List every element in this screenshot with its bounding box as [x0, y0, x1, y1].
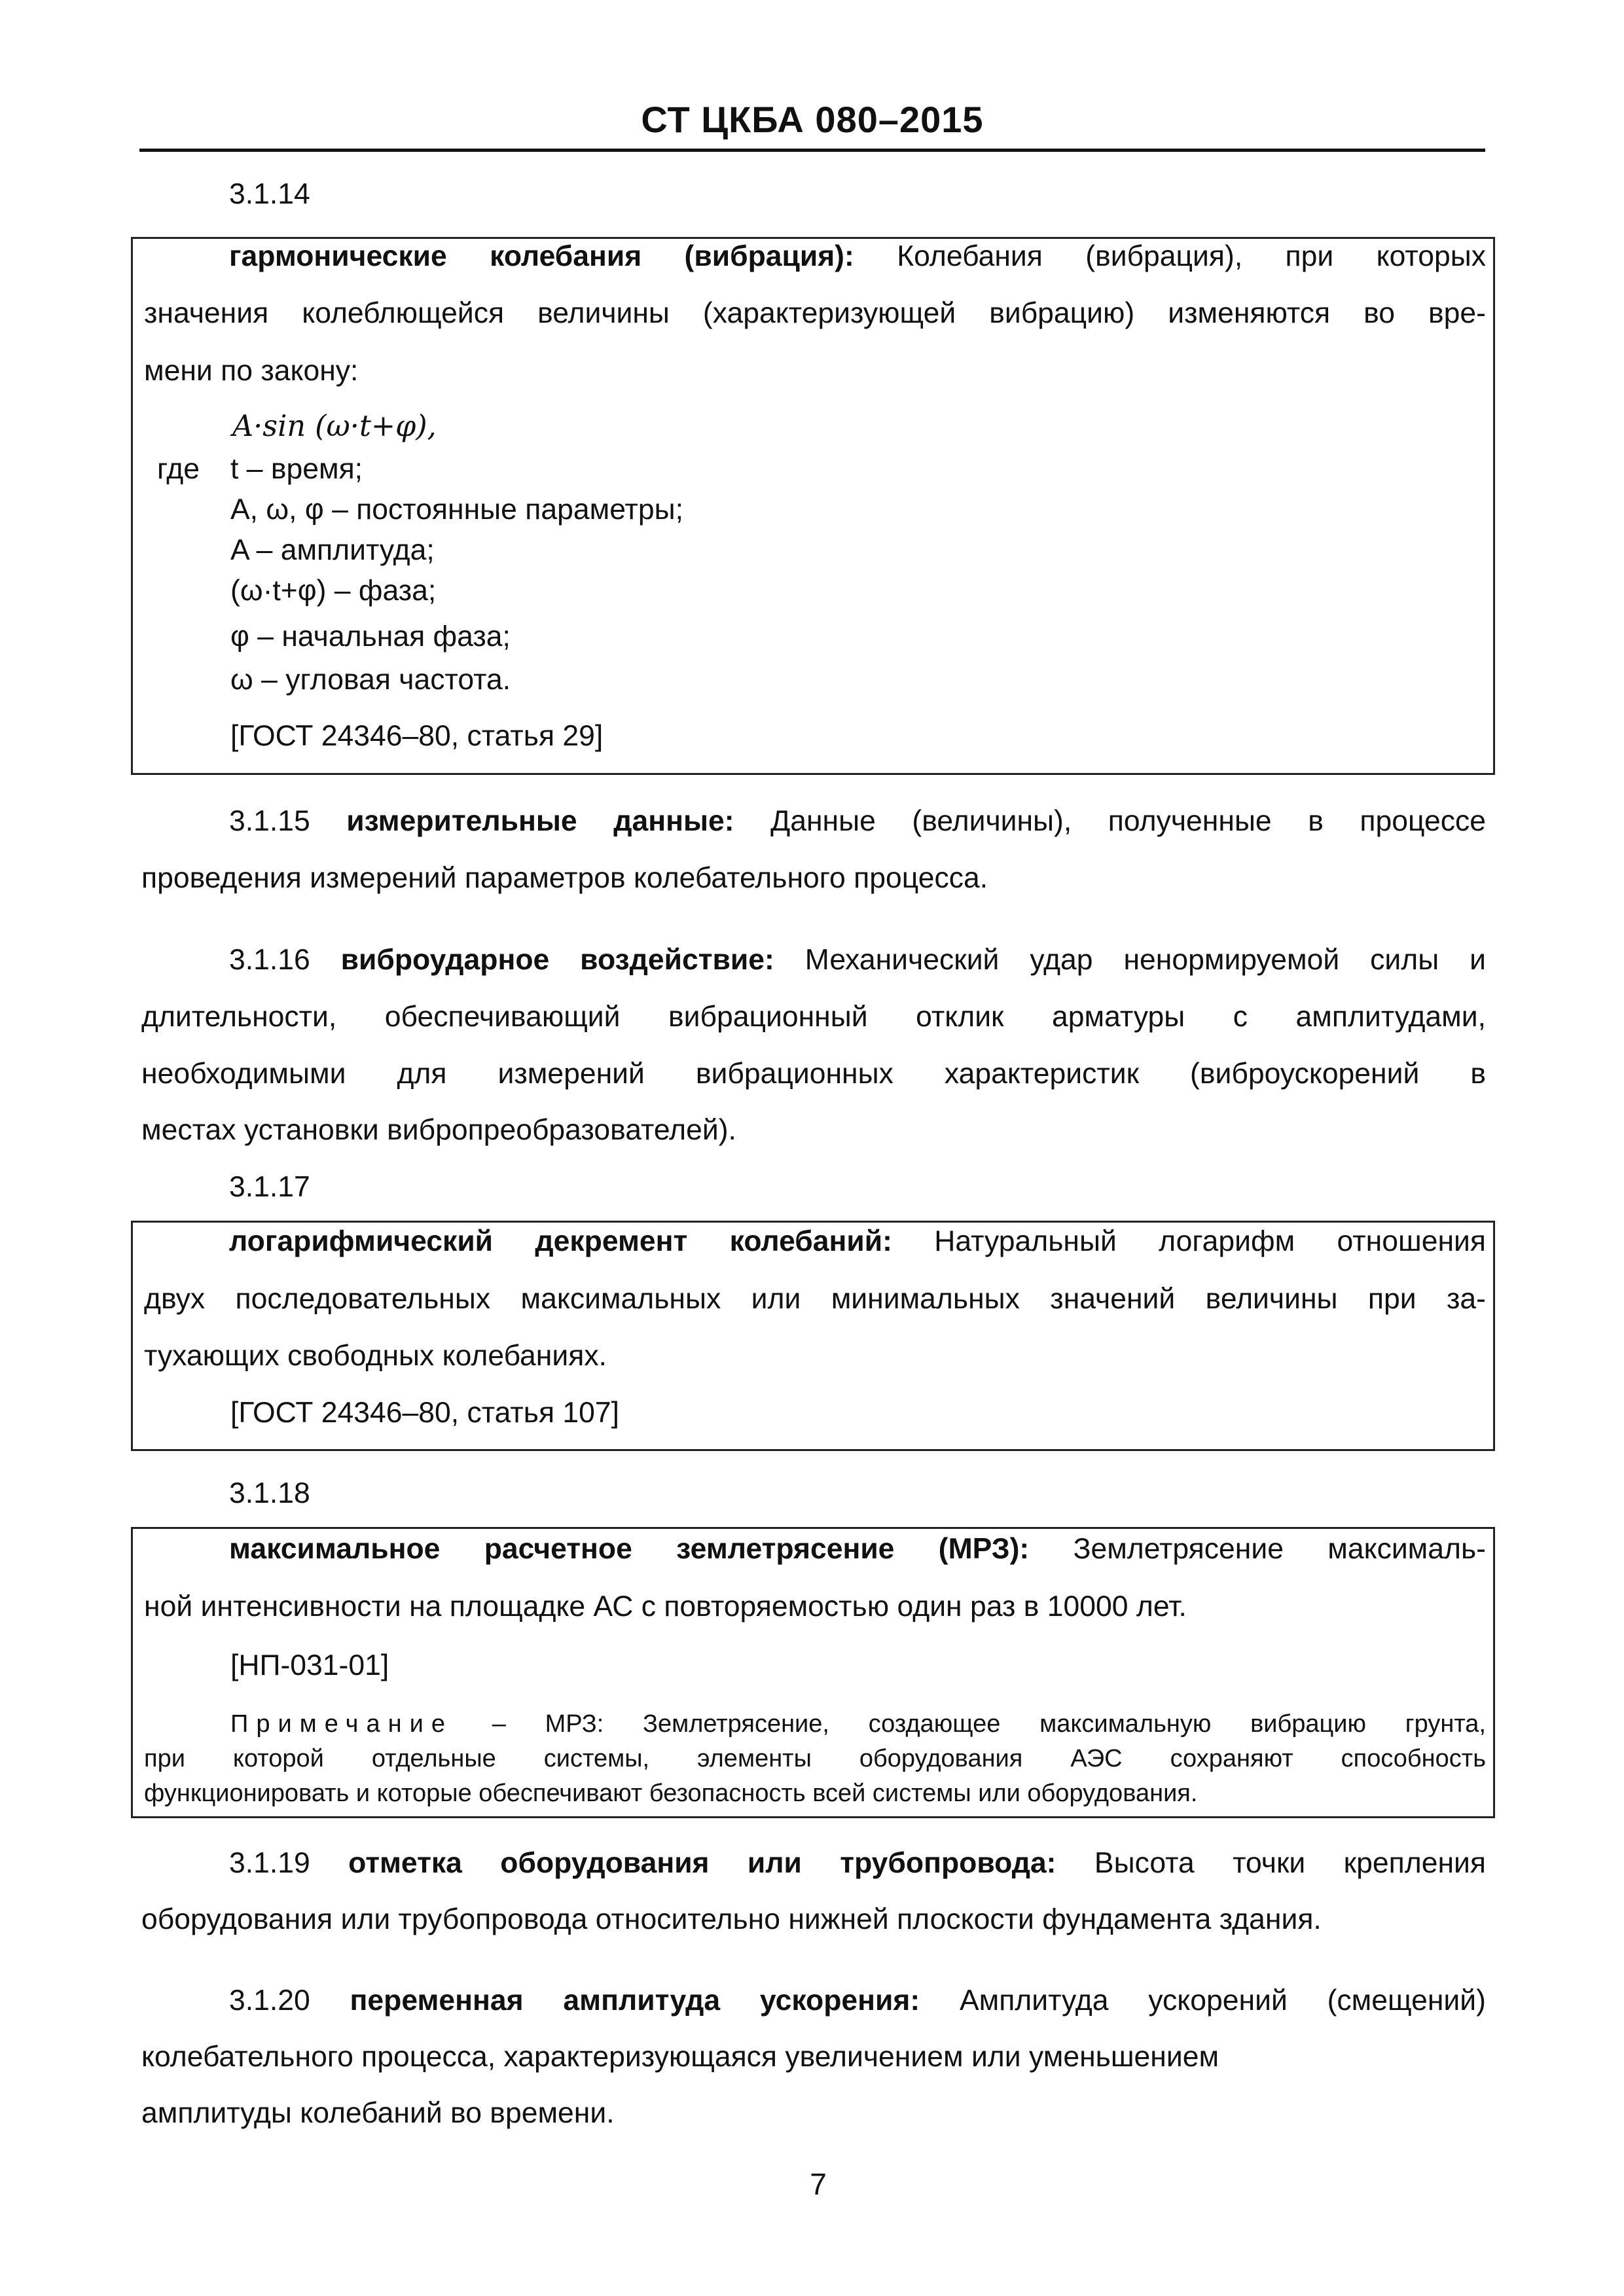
definition-line: ной интенсивности на площадке АС с повторяемостью один раз в 10000 лет.	[144, 1590, 1187, 1623]
note-label: Примечание	[230, 1710, 453, 1738]
page-number: 7	[810, 2167, 827, 2201]
section-number: 3.1.18	[229, 1477, 310, 1509]
variable-line: t – время;	[230, 453, 363, 485]
definition-line: 3.1.20 переменная амплитуда ускорения: Амплитуда ускорений (смещений)	[229, 1984, 1486, 2017]
definition-line: длительности, обеспечивающий вибрационный отклик арматуры с амплитудами,	[141, 1001, 1486, 1033]
definition-line: тухающих свободных колебаниях.	[144, 1340, 607, 1372]
definition-line: необходимыми для измерений вибрационных характеристик (виброускорений в	[141, 1058, 1486, 1090]
definition-line: колебательного процесса, характеризующаяся увеличением или уменьшением	[141, 2041, 1219, 2073]
page-header	[139, 92, 1485, 152]
formula: A·sin (ω·t+φ),	[232, 410, 437, 443]
source-reference: [ГОСТ 24346–80, статья 107]	[230, 1397, 620, 1429]
variable-line: A, ω, φ – постоянные параметры;	[230, 493, 683, 526]
term: максимальное расчетное землетрясение (МРЗ):	[229, 1533, 1030, 1565]
source-reference: [ГОСТ 24346–80, статья 29]	[230, 720, 604, 752]
definition-line: амплитуды колебаний во времени.	[141, 2097, 615, 2129]
document-code: СТ ЦКБА 080–2015	[641, 99, 984, 140]
definition-line: 3.1.19 отметка оборудования или трубопровода: Высота точки крепления	[229, 1847, 1486, 1879]
definition-line: местах установки вибропреобразователей).	[141, 1114, 736, 1146]
note-line: функционировать и которые обеспечивают безопасность всей системы или оборудования.	[144, 1780, 1198, 1807]
definition-line: 3.1.15 измерительные данные: Данные (величины), полученные в процессе	[229, 805, 1486, 837]
definition-line: двух последовательных максимальных или минимальных значений величины при за-	[144, 1283, 1486, 1315]
definition-line: проведения измерений параметров колебательного процесса.	[141, 862, 988, 894]
source-reference: [НП-031-01]	[230, 1649, 389, 1681]
variable-line: φ – начальная фаза;	[230, 620, 511, 653]
term: виброударное воздействие:	[340, 944, 774, 976]
term: логарифмический декремент колебаний:	[229, 1225, 892, 1257]
note-line: при которой отдельные системы, элементы оборудования АЭС сохраняют способность	[144, 1745, 1486, 1772]
section-number: 3.1.14	[229, 178, 310, 210]
variable-line: (ω·t+φ) – фаза;	[230, 575, 437, 607]
definition-line: мени по закону:	[144, 355, 359, 387]
definition-line: логарифмический декремент колебаний: Натуральный логарифм отношения	[229, 1225, 1486, 1257]
definition-line: максимальное расчетное землетрясение (МРЗ): Землетрясение максималь-	[229, 1533, 1486, 1565]
variable-line: ω – угловая частота.	[230, 664, 511, 696]
definition-line: гармонические колебания (вибрация): Колебания (вибрация), при которых	[229, 240, 1486, 272]
term: переменная амплитуда ускорения:	[350, 1984, 920, 2017]
term: отметка оборудования или трубопровода:	[348, 1847, 1056, 1879]
term: гармонические колебания (вибрация):	[229, 240, 854, 272]
variable-line: A – амплитуда;	[230, 534, 435, 566]
definition-line: значения колеблющейся величины (характеризующей вибрацию) изменяются во вре-	[144, 297, 1486, 329]
section-number: 3.1.17	[229, 1171, 310, 1203]
term: измерительные данные:	[346, 805, 734, 837]
note-line: Примечание – МРЗ: Землетрясение, создающее максимальную вибрацию грунта,	[230, 1710, 1486, 1738]
where-label: где	[157, 453, 200, 485]
definition-line: 3.1.16 виброударное воздействие: Механический удар ненормируемой силы и	[229, 944, 1486, 976]
definition-line: оборудования или трубопровода относительно нижней плоскости фундамента здания.	[141, 1903, 1322, 1935]
